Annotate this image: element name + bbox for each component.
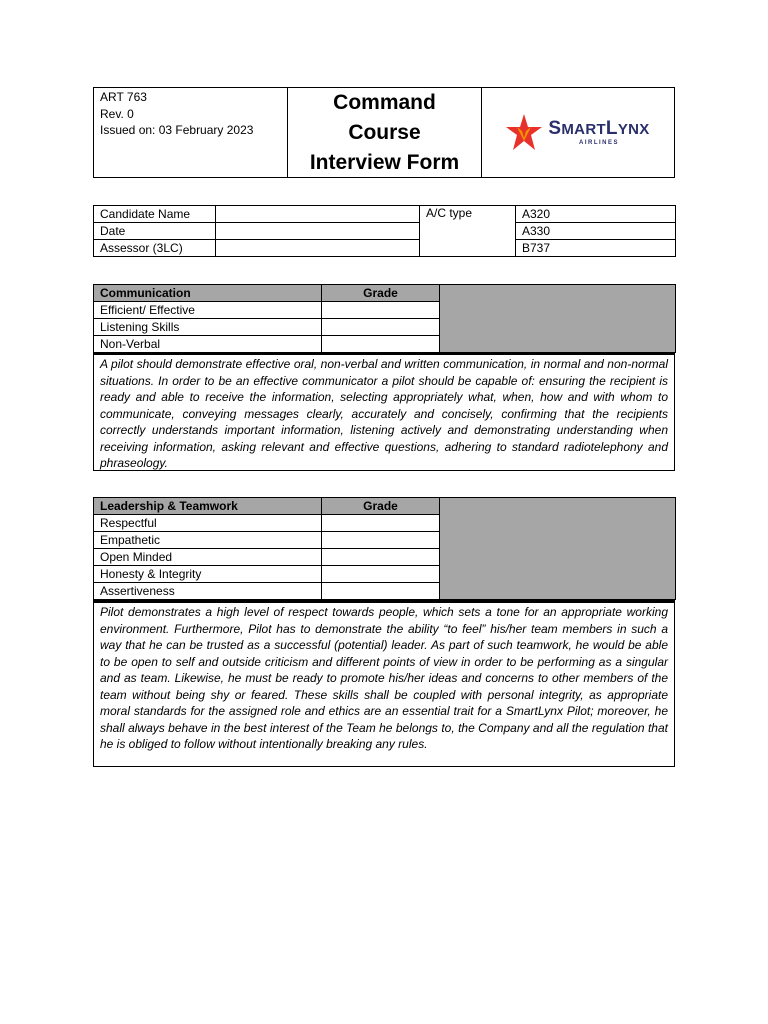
grade-field[interactable] — [322, 336, 440, 353]
criterion-label: Open Minded — [94, 549, 322, 566]
criterion-label: Honesty & Integrity — [94, 566, 322, 583]
smartlynx-logo — [506, 114, 649, 152]
ac-type-label: A/C type — [420, 206, 516, 257]
communication-description: A pilot should demonstrate effective oral, non-verbal and written communication, in normal and non-normal situations. In order to be an effective communicator a pilot should be capable of: ensuring the recipient is ready and able to receive the information, selecting appropriately what, when, how and with whom to communicate, conveying messages clearly, accurately and concisely, confirming that the recipients correctly understands important information, listening actively and demonstrating understanding when receiving information, asking relevant and effective questions, adhering to standard radiotelephony and phraseology. — [93, 352, 675, 471]
date-field[interactable] — [216, 223, 420, 240]
grade-field[interactable] — [322, 532, 440, 549]
ac-type-option[interactable]: A330 — [516, 223, 676, 240]
date-label: Date — [94, 223, 216, 240]
criterion-label: Empathetic — [94, 532, 322, 549]
communication-heading: Communication — [94, 285, 322, 302]
criterion-label: Non-Verbal — [94, 336, 322, 353]
grade-field[interactable] — [322, 515, 440, 532]
star-logo-icon — [506, 114, 542, 152]
leadership-heading: Leadership & Teamwork — [94, 498, 322, 515]
ac-type-option[interactable]: B737 — [516, 240, 676, 257]
candidate-name-field[interactable] — [216, 206, 420, 223]
communication-grade-table — [93, 284, 676, 353]
document-title — [288, 88, 482, 177]
criterion-label: Listening Skills — [94, 319, 322, 336]
title-line-3: Interview Form — [309, 150, 460, 174]
assessor-field[interactable] — [216, 240, 420, 257]
logo-cell — [482, 88, 674, 177]
grade-field[interactable] — [322, 302, 440, 319]
document-code: ART 763 — [100, 90, 147, 104]
grade-field[interactable] — [322, 319, 440, 336]
document-meta — [94, 88, 288, 177]
grade-header: Grade — [322, 285, 440, 302]
grade-field[interactable] — [322, 549, 440, 566]
logo-wordmark: SMARTLYNX — [548, 118, 650, 139]
criterion-label: Assertiveness — [94, 583, 322, 600]
title-line-2: Course — [348, 120, 421, 144]
grade-field[interactable] — [322, 583, 440, 600]
criterion-label: Respectful — [94, 515, 322, 532]
grade-header: Grade — [322, 498, 440, 515]
leadership-description: Pilot demonstrates a high level of respect towards people, which sets a tone for an appropriate working environment. Furthermore, Pilot has to demonstrate the ability “to feel” his/her team members in such a way that he can be trusted as a successful (potential) leader. As part of such teamwork, he would be able to be open to self and outside criticism and different points of view in order to be performing as a singular and as team. Likewise, he must be ready to promote his/her ideas and concerns to other members of the team without being shy or feared. These skills shall be coupled with personal integrity, as appropriate moral standards for the assigned role and ethics are an essential trait for a SmartLynx Pilot; moreover, he shall always behave in the best interest of the Team he belongs to, the Company and all the regulation that he is obliged to follow without intentionally breaking any rules. — [93, 600, 675, 767]
document-issued-date: Issued on: 03 February 2023 — [100, 123, 254, 137]
document-revision: Rev. 0 — [100, 106, 134, 121]
candidate-info-table — [93, 205, 676, 257]
logo-subtitle: AIRLINES — [578, 140, 619, 146]
leadership-grade-table — [93, 497, 676, 600]
ac-type-option[interactable]: A320 — [516, 206, 676, 223]
document-header — [93, 87, 675, 178]
grade-field[interactable] — [322, 566, 440, 583]
title-line-1: Command — [333, 90, 436, 114]
criterion-label: Efficient/ Effective — [94, 302, 322, 319]
assessor-label: Assessor (3LC) — [94, 240, 216, 257]
leadership-shaded-area — [440, 498, 676, 600]
candidate-name-label: Candidate Name — [94, 206, 216, 223]
communication-shaded-area — [440, 285, 676, 353]
